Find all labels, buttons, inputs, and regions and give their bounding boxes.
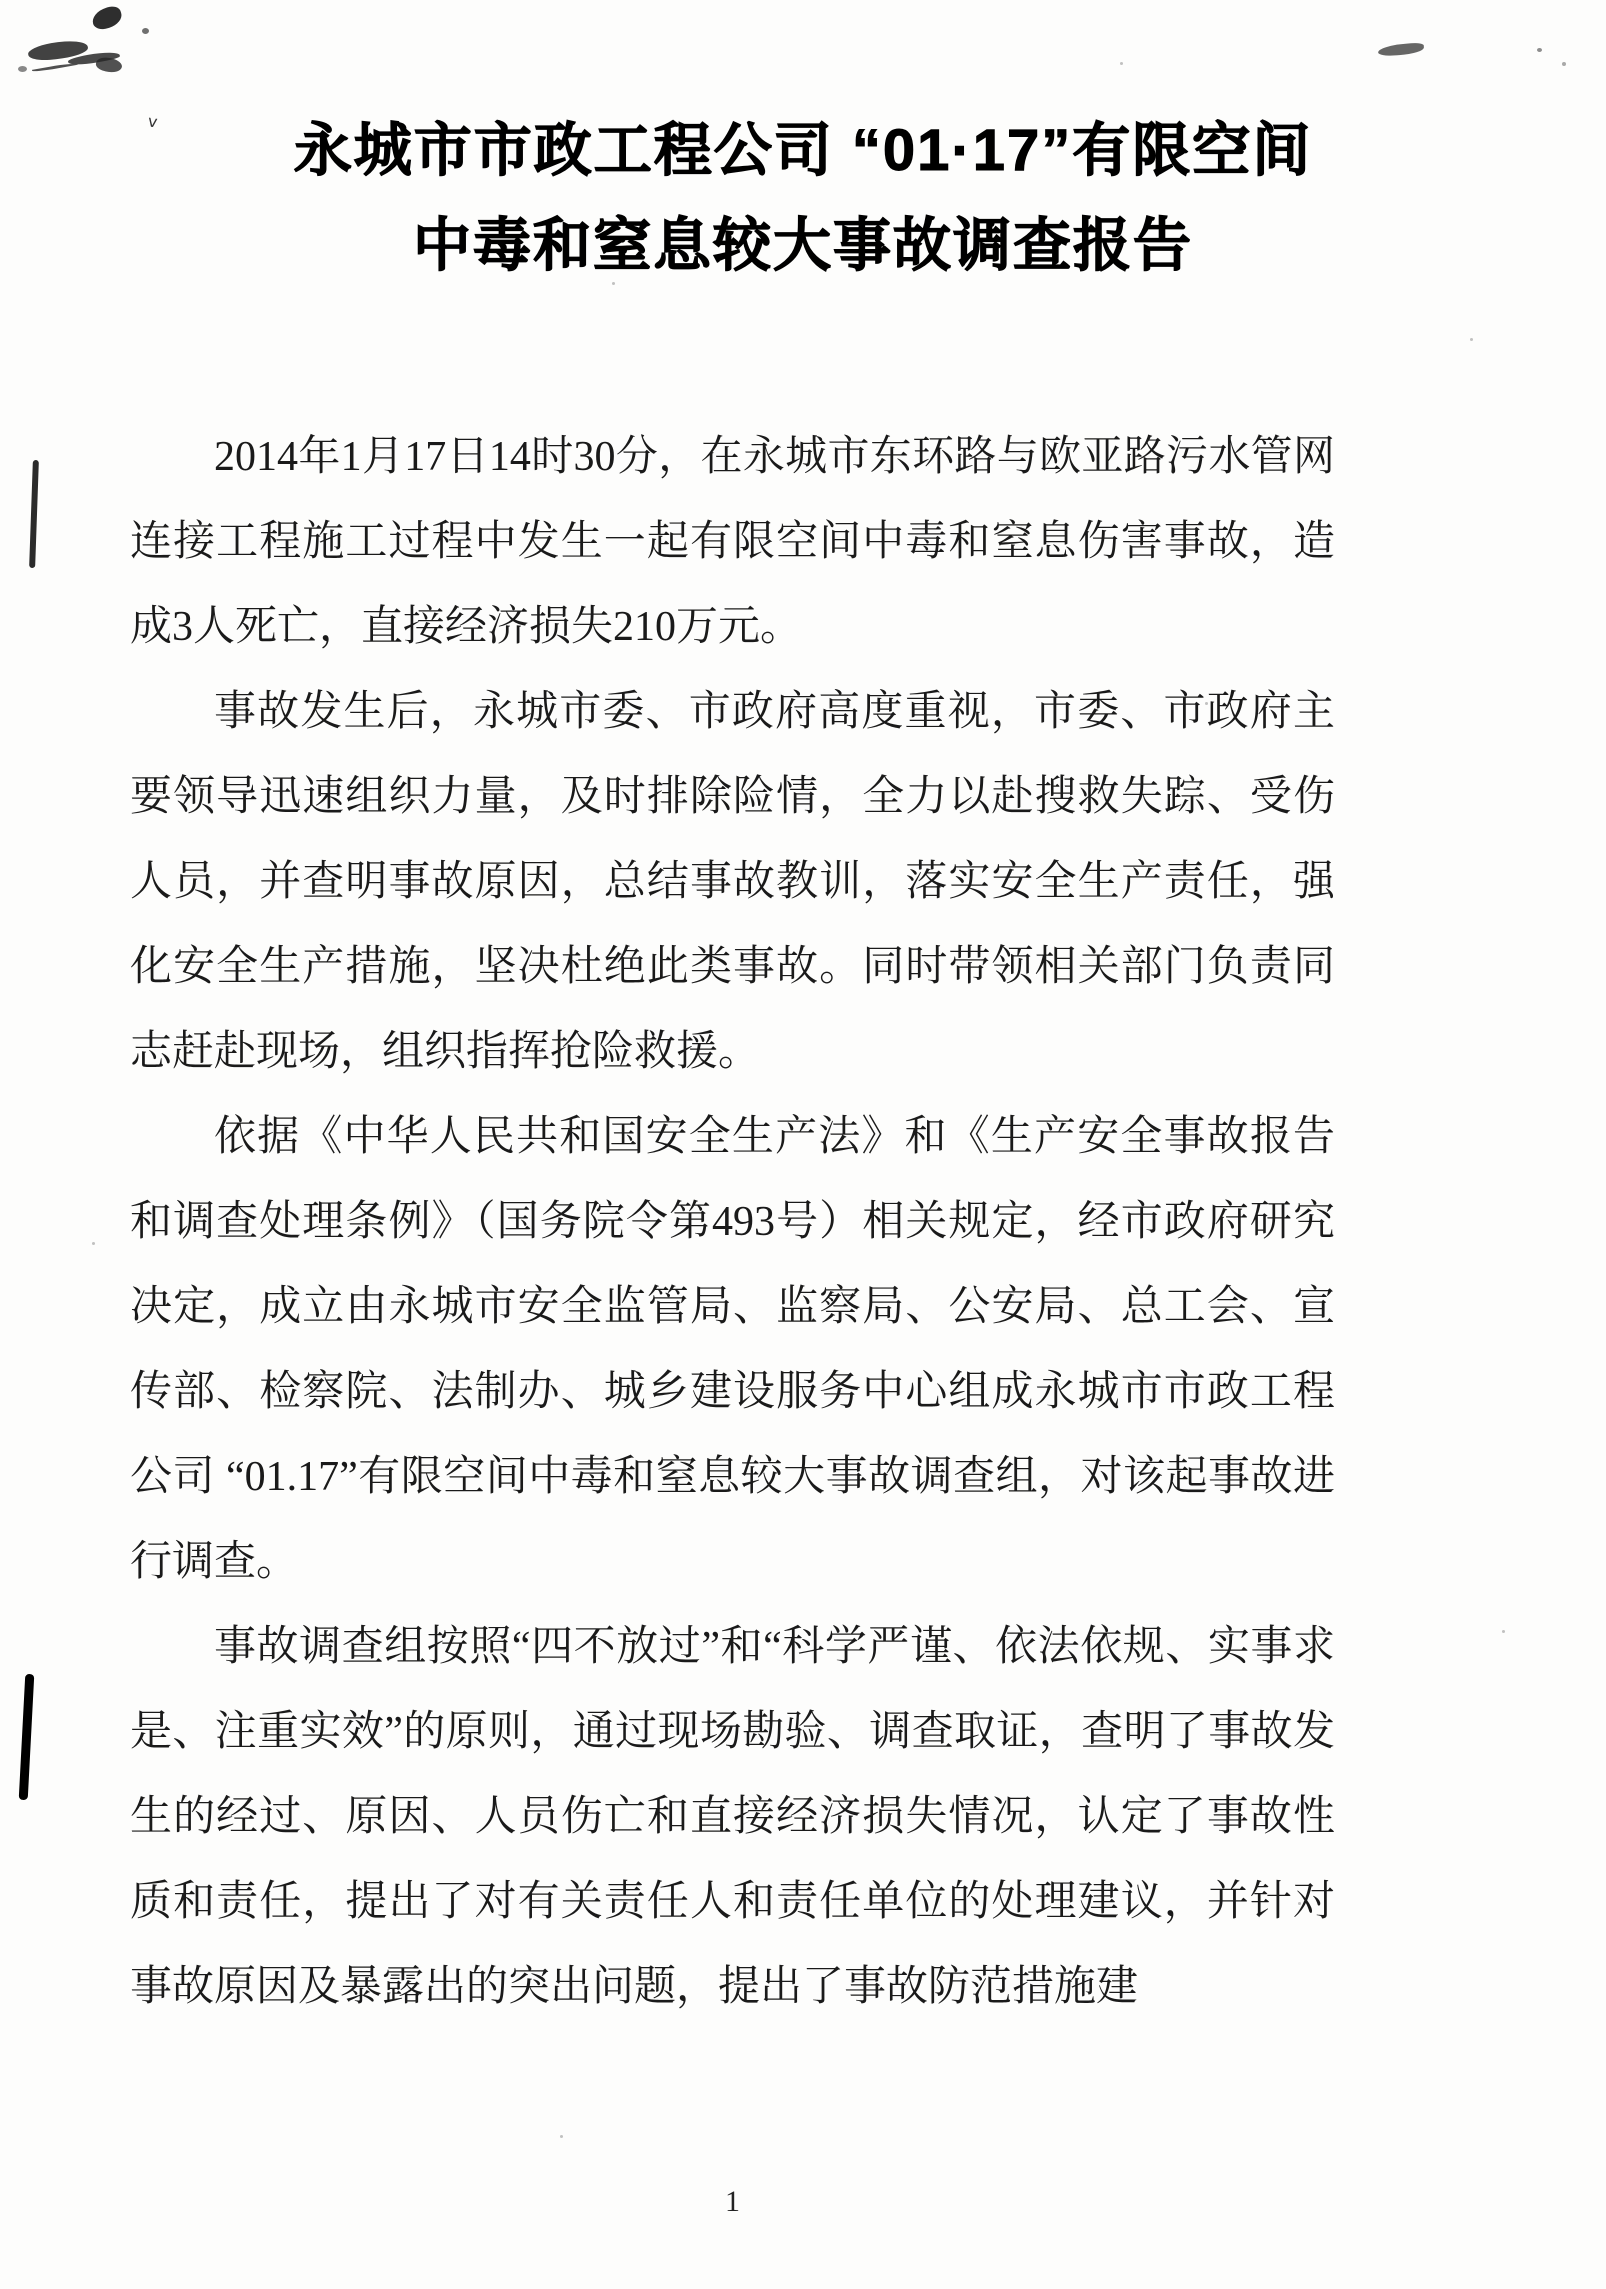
scan-speck [560, 2135, 563, 2138]
report-body [130, 415, 1335, 2030]
scan-speck [1470, 338, 1473, 341]
report-title-line-2: 中毒和窒息较大事故调查报告 [412, 213, 1193, 278]
paragraph-incident-summary: 2014年1月17日14时30分，在永城市东环路与欧亚路污水管网连接工程施工过程中发生一起有限空间中毒和窒息伤害事故，造成3人死亡，直接经济损失210万元。 [130, 434, 1335, 650]
paragraph-investigation-basis: 依据《中华人民共和国安全生产法》和《生产安全事故报告和调查处理条例》（国务院令第493号）相关规定，经市政府研究决定，成立由永城市安全监管局、监察局、公安局、总工会、宣传部、检察院、法制办、城乡建设服务中心组成永城市市政工程公司 “01.17”有限空间中毒和窒息较大事故调查组，对该起事故进行调查。 [130, 1114, 1335, 1585]
page-number: 1 [725, 2185, 740, 2218]
report-title [0, 0, 1606, 293]
left-margin-ink-stroke-top [29, 460, 39, 568]
paragraph-government-response: 事故发生后，永城市委、市政府高度重视，市委、市政府主要领导迅速组织力量，及时排除险情，全力以赴搜救失踪、受伤人员，并查明事故原因，总结事故教训，落实安全生产责任，强化安全生产措施，坚决杜绝此类事故。同时带领相关部门负责同志赶赴现场，组织指挥抢险救援。 [130, 689, 1335, 1075]
scan-speck [92, 1242, 95, 1245]
scan-speck [1502, 1630, 1505, 1633]
check-mark-artifact: v [146, 111, 159, 132]
paragraph-investigation-process: 事故调查组按照“四不放过”和“科学严谨、依法依规、实事求是、注重实效”的原则，通过现场勘验、调查取证，查明了事故发生的经过、原因、人员伤亡和直接经济损失情况，认定了事故性质和责任，提出了对有关责任人和责任单位的处理建议，并针对事故原因及暴露出的突出问题，提出了事故防范措施建 [130, 1624, 1335, 2010]
left-margin-ink-stroke-bottom [19, 1674, 35, 1800]
report-title-line-1: 永城市市政工程公司 “01·17”有限空间 [293, 118, 1313, 183]
